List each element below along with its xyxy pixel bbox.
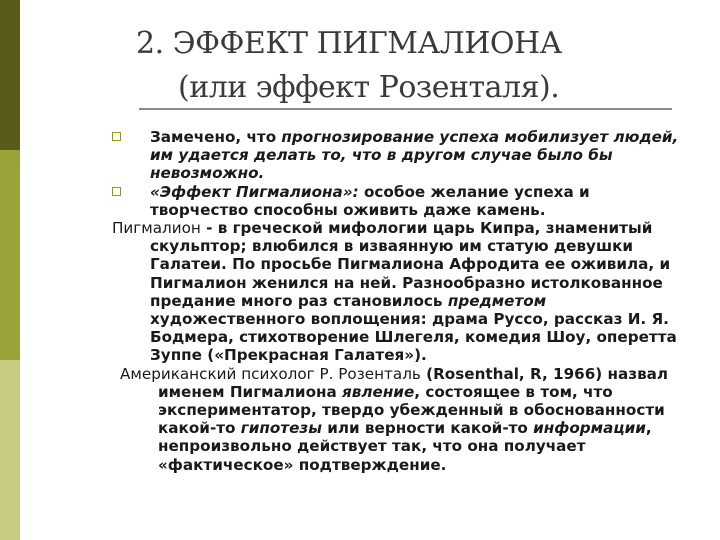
bullet-2-italic: «Эффект Пигмалиона»:	[150, 182, 364, 201]
pygmalion-text-2: художественного воплощения: драма Руссо, рассказ И. Я. Бодмера, стихотворение Шлегеля, комедия Шоу, оперетта Зуппе («Прекрасная Галатея»).	[150, 310, 677, 365]
side-bar-segment-light	[0, 360, 20, 540]
slide-body	[112, 128, 692, 474]
title-divider	[139, 108, 672, 110]
slide-title-line2: (или эффект Розенталя).	[178, 70, 560, 105]
bullet-1-italic: прогнозирование успеха мобилизует людей, им удается делать то, что в другом случае было бы невозможно.	[150, 128, 679, 183]
bullet-item-2	[112, 183, 692, 219]
bullet-1-text: Замечено, что	[150, 128, 282, 146]
slide-title	[120, 22, 640, 110]
side-bar-segment-dark	[0, 0, 20, 150]
rosenthal-paragraph	[112, 365, 692, 474]
side-accent-bar	[0, 0, 20, 540]
rosenthal-italic-1: явление	[342, 382, 415, 401]
pygmalion-lead: Пигмалион	[112, 219, 201, 238]
slide-title-line1: 2. ЭФФЕКТ ПИГМАЛИОНА	[136, 26, 562, 61]
rosenthal-text-3: или верности какой-то	[321, 419, 534, 438]
rosenthal-text-2: , состоящее в том, что экспериментатор, твердо убежденный в обоснованности какой-то	[158, 382, 665, 438]
bullet-2-text: особое желание успеха и творчество способны оживить даже камень.	[150, 182, 590, 219]
square-bullet-icon	[112, 187, 121, 196]
bullet-item-1	[112, 128, 692, 183]
rosenthal-text-1: (Rosenthal, R, 1966) назвал именем Пигмалиона	[158, 364, 669, 401]
pygmalion-paragraph	[112, 219, 692, 365]
rosenthal-lead: Американский психолог Р. Розенталь	[120, 364, 421, 383]
rosenthal-text-4: , непроизвольно действует так, что она получает «фактическое» подтверждение.	[158, 419, 652, 474]
rosenthal-italic-2: гипотезы	[240, 419, 322, 438]
pygmalion-text-1: - в греческой мифологии царь Кипра, знаменитый скульптор; влюбился в изваянную им статую девушки Галатеи. По просьбе Пигмалиона Афродита ее оживила, и Пигмалион женился на ней. Разнообразно истолкованное предание много раз становилось	[150, 219, 671, 310]
rosenthal-italic-3: информации	[533, 419, 646, 438]
side-bar-segment-mid	[0, 150, 20, 360]
pygmalion-italic: предметом	[447, 291, 547, 310]
square-bullet-icon	[112, 132, 121, 141]
